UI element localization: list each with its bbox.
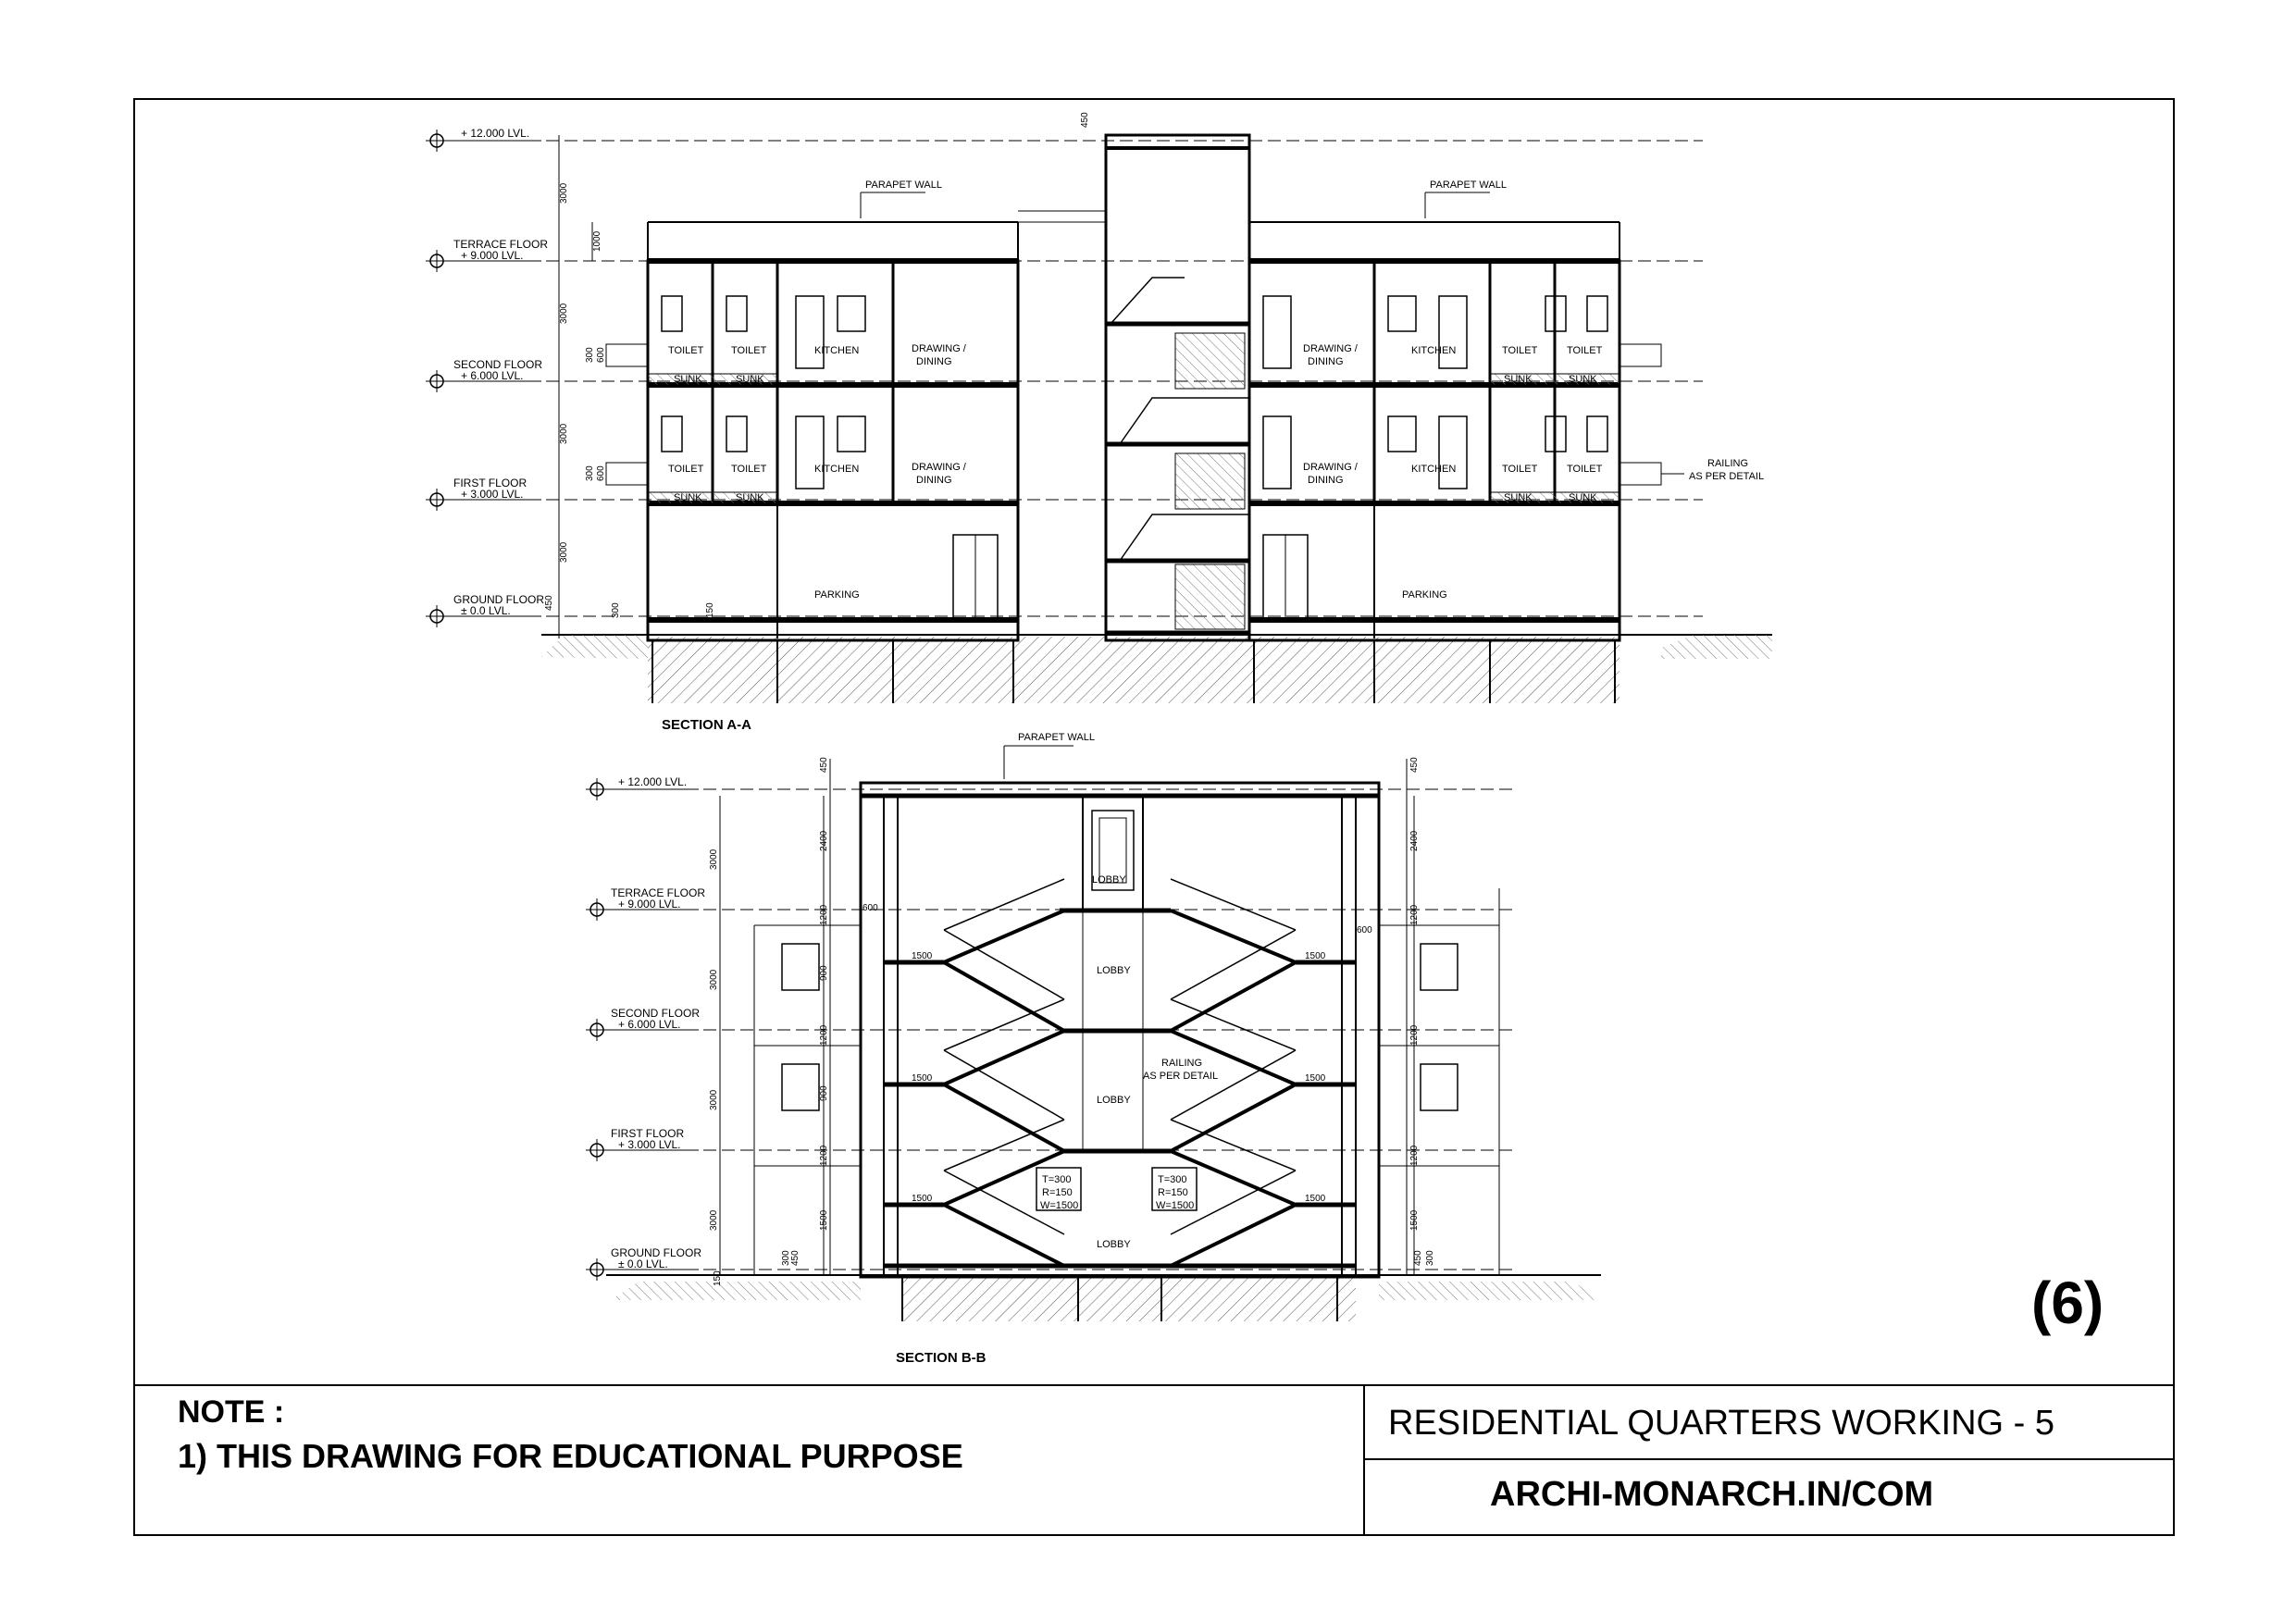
dim-b-1500-land-l3: 1500: [912, 1194, 933, 1204]
level-marker-icon: [586, 898, 608, 921]
section-b-level-labels: [586, 775, 705, 1281]
sunk-label-1: SUNK: [674, 374, 702, 385]
stair-spec-right-2: R=150: [1158, 1187, 1188, 1198]
parapet-wall-label-right: PARAPET WALL: [1430, 180, 1507, 191]
section_b-level-value: + 6.000 LVL.: [618, 1018, 681, 1031]
room-label-drawing-l: DRAWING /: [912, 343, 966, 354]
dim-b-300-gl: 300: [781, 1250, 791, 1266]
stair-spec-left-3: W=1500: [1040, 1200, 1079, 1211]
dim-b-450-r: 450: [1409, 757, 1420, 773]
railing-label-b-2: AS PER DETAIL: [1143, 1071, 1219, 1082]
section-b-labels: [709, 732, 1435, 1366]
sunk-label-3: SUNK: [674, 492, 702, 503]
railing-label-b-1: RAILING: [1161, 1058, 1203, 1069]
room-label-dining-r: DINING: [1308, 356, 1344, 367]
level-marker-icon: [586, 1258, 608, 1281]
dim-b-1200-r1: 1200: [1409, 904, 1420, 925]
dim-b-450-l: 450: [819, 757, 829, 773]
dim-a-1: 3000: [559, 182, 569, 204]
room-label-toilet-r1: TOILET: [1502, 345, 1538, 356]
sunk-label-6: SUNK: [1569, 374, 1597, 385]
section_a-level-value: ± 0.0 LVL.: [461, 604, 511, 617]
room-label-dining-l-ff: DINING: [916, 475, 952, 486]
section-a-level-labels: [426, 127, 548, 627]
stair-spec-left-1: T=300: [1042, 1174, 1072, 1185]
dim-b-3000-1: 3000: [709, 849, 719, 870]
level-marker-icon: [586, 1019, 608, 1041]
dim-a-6: 3000: [559, 423, 569, 444]
section-a-a: [426, 112, 1772, 733]
dim-b-1200-l3: 1200: [819, 1145, 829, 1166]
dim-b-1200-l2: 1200: [819, 1024, 829, 1046]
sunk-label-7: SUNK: [1504, 492, 1533, 503]
dim-b-3000-4: 3000: [709, 1209, 719, 1231]
sunk-label-8: SUNK: [1569, 492, 1597, 503]
section-b-foundation-hatch: [902, 1277, 1356, 1321]
section-b-earth-right: [1379, 1282, 1601, 1300]
parking-label-left: PARKING: [814, 589, 860, 601]
dim-a-4: 300: [585, 347, 595, 363]
stair-spec-right-1: T=300: [1158, 1174, 1187, 1185]
level-marker-icon: [426, 605, 448, 627]
parapet-wall-label-left: PARAPET WALL: [865, 180, 942, 191]
note-line-1: 1) THIS DRAWING FOR EDUCATIONAL PURPOSE: [178, 1437, 963, 1475]
lobby-label-3: LOBBY: [1097, 1095, 1131, 1106]
dim-b-1500-land-r2: 1500: [1305, 1073, 1326, 1084]
dim-a-2: 1000: [592, 230, 602, 252]
sunk-label-4: SUNK: [736, 492, 764, 503]
level-marker-icon: [586, 1139, 608, 1161]
section_b-level-value: + 12.000 LVL.: [618, 775, 688, 788]
dim-a-12: 150: [705, 602, 715, 618]
dim-b-1200-r2: 1200: [1409, 1024, 1420, 1046]
dim-b-450-gl: 450: [790, 1250, 800, 1266]
dim-b-1500-l: 1500: [819, 1209, 829, 1231]
section_a-level-value: + 9.000 LVL.: [461, 249, 524, 262]
parking-label-right: PARKING: [1402, 589, 1447, 601]
section_b-level-name: GROUND FLOOR: [611, 1246, 702, 1259]
level-marker-icon: [426, 370, 448, 392]
room-label-toilet-r2: TOILET: [1567, 345, 1603, 356]
drawing-title: RESIDENTIAL QUARTERS WORKING - 5: [1388, 1404, 2054, 1443]
note-heading: NOTE :: [178, 1394, 285, 1430]
section-a-title: SECTION A-A: [662, 717, 751, 733]
section_a-level-name: GROUND FLOOR: [453, 593, 545, 606]
room-label-drawing-r: DRAWING /: [1303, 343, 1358, 354]
room-label-kitchen-r: KITCHEN: [1411, 345, 1457, 356]
dim-b-300-gr: 300: [1425, 1250, 1435, 1266]
dim-b-1500-r: 1500: [1409, 1209, 1420, 1231]
dim-b-3000-3: 3000: [709, 1089, 719, 1110]
dim-b-1200-r3: 1200: [1409, 1145, 1420, 1166]
section_b-level-value: + 9.000 LVL.: [618, 898, 681, 911]
railing-label-a-1: RAILING: [1707, 458, 1749, 469]
section_b-level-value: + 3.000 LVL.: [618, 1138, 681, 1151]
lobby-label-2: LOBBY: [1097, 965, 1131, 976]
room-label-drawing-l-ff: DRAWING /: [912, 462, 966, 473]
dim-b-900-l2: 900: [819, 1085, 829, 1101]
level-marker-icon: [426, 489, 448, 511]
parapet-wall-label-b: PARAPET WALL: [1018, 732, 1095, 743]
dim-b-600-l: 600: [863, 903, 878, 913]
dim-a-10: 450: [544, 595, 554, 611]
stair-spec-left-2: R=150: [1042, 1187, 1073, 1198]
room-label-kitchen-l: KITCHEN: [814, 345, 860, 356]
website-label: ARCHI-MONARCH.IN/COM: [1490, 1475, 1934, 1514]
dim-b-2400-r: 2400: [1409, 830, 1420, 851]
section_a-level-value: + 12.000 LVL.: [461, 127, 530, 140]
dim-a-5: 600: [596, 347, 606, 363]
sunk-label-5: SUNK: [1504, 374, 1533, 385]
section-a-foundation-hatch: [648, 637, 1620, 703]
lobby-label-4: LOBBY: [1097, 1239, 1131, 1250]
room-label-toilet-r1-ff: TOILET: [1502, 464, 1538, 475]
section_a-level-value: + 6.000 LVL.: [461, 369, 524, 382]
level-marker-icon: [426, 250, 448, 272]
room-label-toilet-l2-ff: TOILET: [731, 464, 767, 475]
dim-b-900-l1: 900: [819, 965, 829, 981]
section_a-level-value: + 3.000 LVL.: [461, 488, 524, 501]
section-b-earth-left: [611, 1282, 861, 1300]
section_b-level-name: TERRACE FLOOR: [611, 886, 706, 899]
dim-a-3: 3000: [559, 303, 569, 324]
room-label-toilet-l2: TOILET: [731, 345, 767, 356]
room-label-kitchen-r-ff: KITCHEN: [1411, 464, 1457, 475]
section_b-level-name: SECOND FLOOR: [611, 1007, 701, 1020]
room-label-toilet-l1-ff: TOILET: [668, 464, 704, 475]
level-marker-icon: [586, 778, 608, 800]
section_a-level-name: TERRACE FLOOR: [453, 238, 549, 251]
room-label-dining-r-ff: DINING: [1308, 475, 1344, 486]
dim-b-1500-land-l2: 1500: [912, 1073, 933, 1084]
railing-label-a-2: AS PER DETAIL: [1689, 471, 1765, 482]
section_b-level-name: FIRST FLOOR: [611, 1127, 685, 1140]
dim-b-150-gl: 150: [713, 1270, 723, 1286]
section-b-b: [586, 732, 1601, 1366]
level-marker-icon: [426, 130, 448, 152]
section_a-level-name: SECOND FLOOR: [453, 358, 543, 371]
dim-b-3000-2: 3000: [709, 969, 719, 990]
stair-spec-right-3: W=1500: [1156, 1200, 1195, 1211]
dim-b-450-gr: 450: [1413, 1250, 1423, 1266]
room-label-kitchen-l-ff: KITCHEN: [814, 464, 860, 475]
sheet-number: (6): [2031, 1270, 2104, 1336]
section-a-earth-right: [1661, 635, 1772, 659]
section-b-title: SECTION B-B: [896, 1350, 987, 1366]
dim-a-8: 600: [596, 465, 606, 481]
dim-b-600-r: 600: [1357, 925, 1372, 935]
dim-b-1500-land-r1: 1500: [1305, 951, 1326, 961]
dim-a-11: 300: [611, 602, 621, 618]
dim-a-7: 300: [585, 465, 595, 481]
sunk-label-2: SUNK: [736, 374, 764, 385]
section-a-stair-core: [1018, 135, 1249, 640]
dim-a-13: 450: [1080, 112, 1090, 128]
dim-b-1200-l1: 1200: [819, 904, 829, 925]
dim-b-1500-land-l1: 1500: [912, 951, 933, 961]
dim-b-2400-l: 2400: [819, 830, 829, 851]
section_b-level-value: ± 0.0 LVL.: [618, 1258, 668, 1270]
dim-b-1500-land-r3: 1500: [1305, 1194, 1326, 1204]
room-label-dining-l: DINING: [916, 356, 952, 367]
room-label-toilet-l1: TOILET: [668, 345, 704, 356]
dim-a-9: 3000: [559, 541, 569, 563]
room-label-drawing-r-ff: DRAWING /: [1303, 462, 1358, 473]
section-a-earth-left: [541, 635, 648, 659]
section_a-level-name: FIRST FLOOR: [453, 477, 527, 489]
room-label-toilet-r2-ff: TOILET: [1567, 464, 1603, 475]
lobby-label-1: LOBBY: [1092, 874, 1126, 886]
